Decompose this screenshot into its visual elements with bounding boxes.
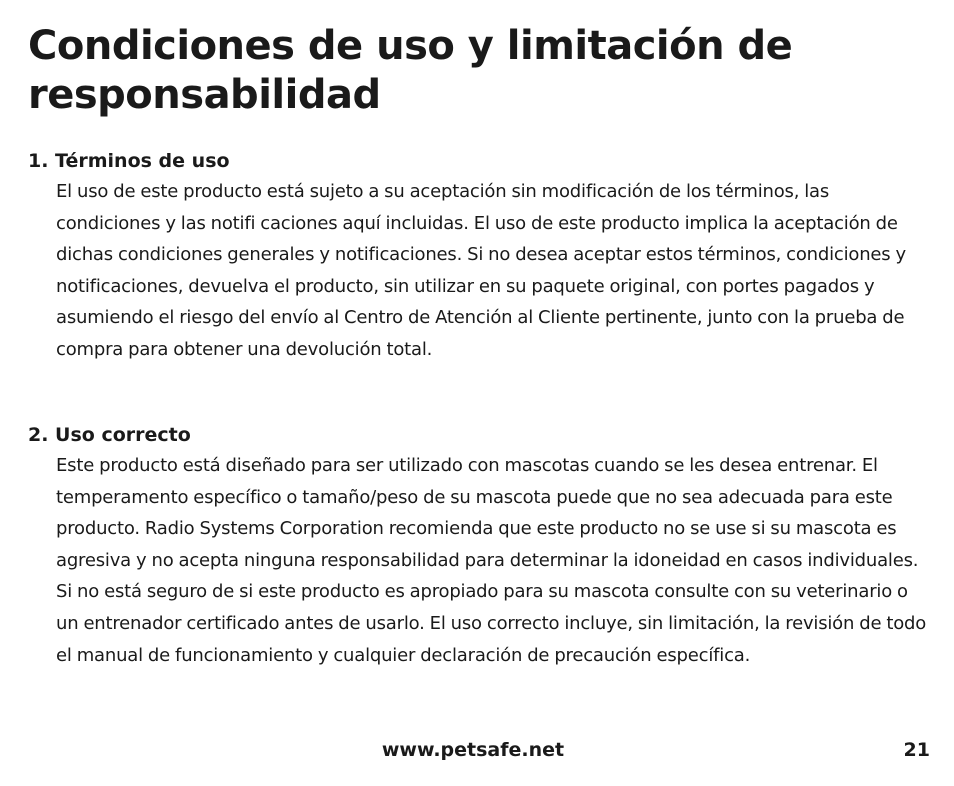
section-correct-use bbox=[28, 422, 928, 671]
section-heading: 2. Uso correcto bbox=[28, 424, 191, 446]
section-terms-of-use bbox=[28, 148, 928, 366]
section-heading: 1. Términos de uso bbox=[28, 150, 230, 172]
footer-url: www.petsafe.net bbox=[381, 739, 565, 761]
page-number: 21 bbox=[903, 739, 930, 761]
section-body: Este producto está diseñado para ser utilizado con mascotas cuando se les desea entrenar. El temperamento específico o tamaño/peso de su mascota puede que no sea adecuada para este producto. Radio Systems Corporation recomienda que este producto no se use si su mascota es agresiva y no acepta ninguna responsabilidad para determinar la idoneidad en casos individuales. Si no está seguro de si este producto es apropiado para su mascota consulte con su veterinario o un entrenador certificado antes de usarlo. El uso correcto incluye, sin limitación, la revisión de todo el manual de funcionamiento y cualquier declaración de precaución específica. bbox=[56, 455, 927, 666]
section-body: El uso de este producto está sujeto a su aceptación sin modificación de los términos, las condiciones y las notifi caciones aquí incluidas. El uso de este producto implica la aceptación de dichas condiciones generales y notificaciones. Si no desea aceptar estos términos, condiciones y notificaciones, devuelva el producto, sin utilizar en su paquete original, con portes pagados y asumiendo el riesgo del envío al Centro de Atención al Cliente pertinente, junto con la prueba de compra para obtener una devolución total. bbox=[56, 181, 906, 360]
page-title: Condiciones de uso y limitación de responsabilidad bbox=[28, 23, 793, 118]
